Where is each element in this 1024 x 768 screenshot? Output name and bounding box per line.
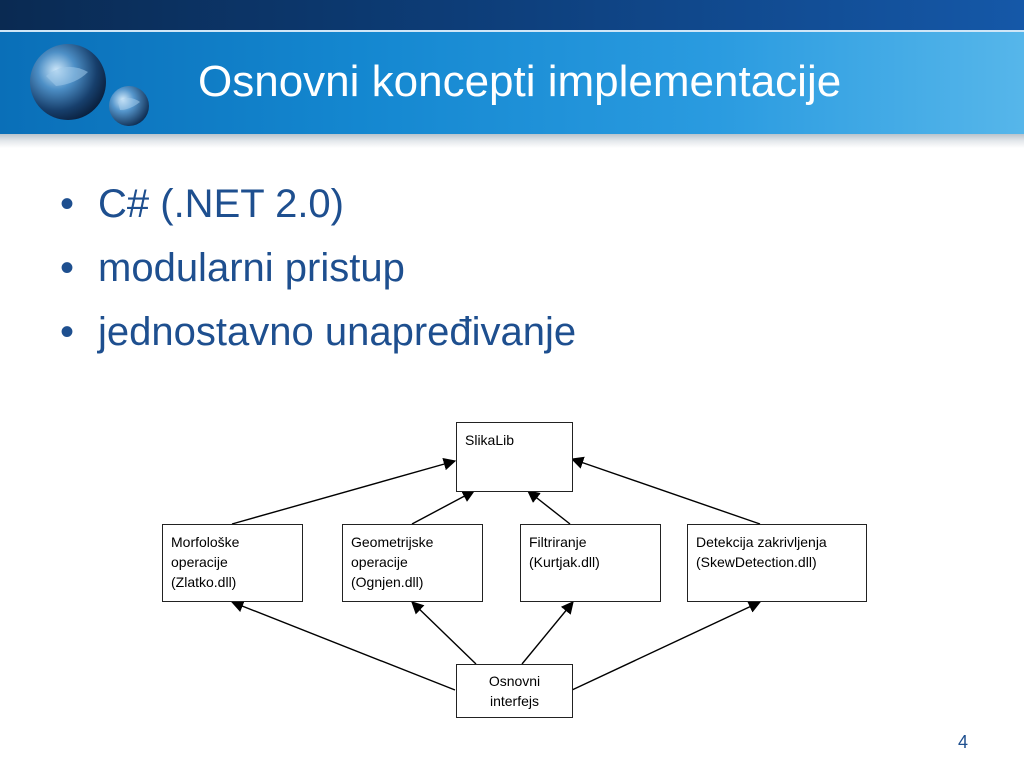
slikalib-box <box>456 422 573 492</box>
arrow-interfejs-to-geometrijske <box>412 602 476 664</box>
module-label-line: (Kurtjak.dll) <box>529 554 600 570</box>
base-label-line: interfejs <box>489 693 540 709</box>
module-label-line: Morfološke <box>171 534 240 550</box>
module-label-line: operacije <box>171 554 228 570</box>
base-label-line: Osnovni <box>488 673 541 689</box>
module-label-line: Geometrijske <box>351 534 434 550</box>
module-label-line: Filtriranje <box>529 534 587 550</box>
module-label-line: (Ognjen.dll) <box>351 574 424 590</box>
bullet-dot: • <box>60 310 75 354</box>
module-box-geometrijske <box>342 524 483 602</box>
module-label-line: Detekcija zakrivljenja <box>696 534 827 550</box>
osnovni-interfejs-box <box>456 664 573 718</box>
page-number: 4 <box>957 732 968 752</box>
arrow-interfejs-to-morfoloske <box>232 602 455 690</box>
slide-title: Osnovni koncepti implementacije <box>198 57 842 106</box>
arrow-interfejs-to-detekcija <box>572 602 760 690</box>
bullet-dot: • <box>60 182 75 226</box>
module-label-line: operacije <box>351 554 408 570</box>
arrow-detekcija-to-slikalib <box>572 459 760 524</box>
module-box-morfoloske <box>162 524 303 602</box>
module-label-line: (Zlatko.dll) <box>171 574 237 590</box>
module-box-detekcija <box>687 524 867 602</box>
bullet-text: C# (.NET 2.0) <box>98 182 344 226</box>
bullet-text: modularni pristup <box>98 246 405 290</box>
arrow-geometrijske-to-slikalib <box>412 491 474 524</box>
bullet-dot: • <box>60 246 75 290</box>
arrow-filtriranje-to-slikalib <box>528 491 570 524</box>
slikalib-label: SlikaLib <box>465 432 515 448</box>
bullet-text: jednostavno unapređivanje <box>98 310 577 354</box>
module-label-line: (SkewDetection.dll) <box>696 554 817 570</box>
module-box-filtriranje <box>520 524 661 602</box>
arrow-morfoloske-to-slikalib <box>232 461 455 524</box>
arrow-interfejs-to-filtriranje <box>522 602 573 664</box>
